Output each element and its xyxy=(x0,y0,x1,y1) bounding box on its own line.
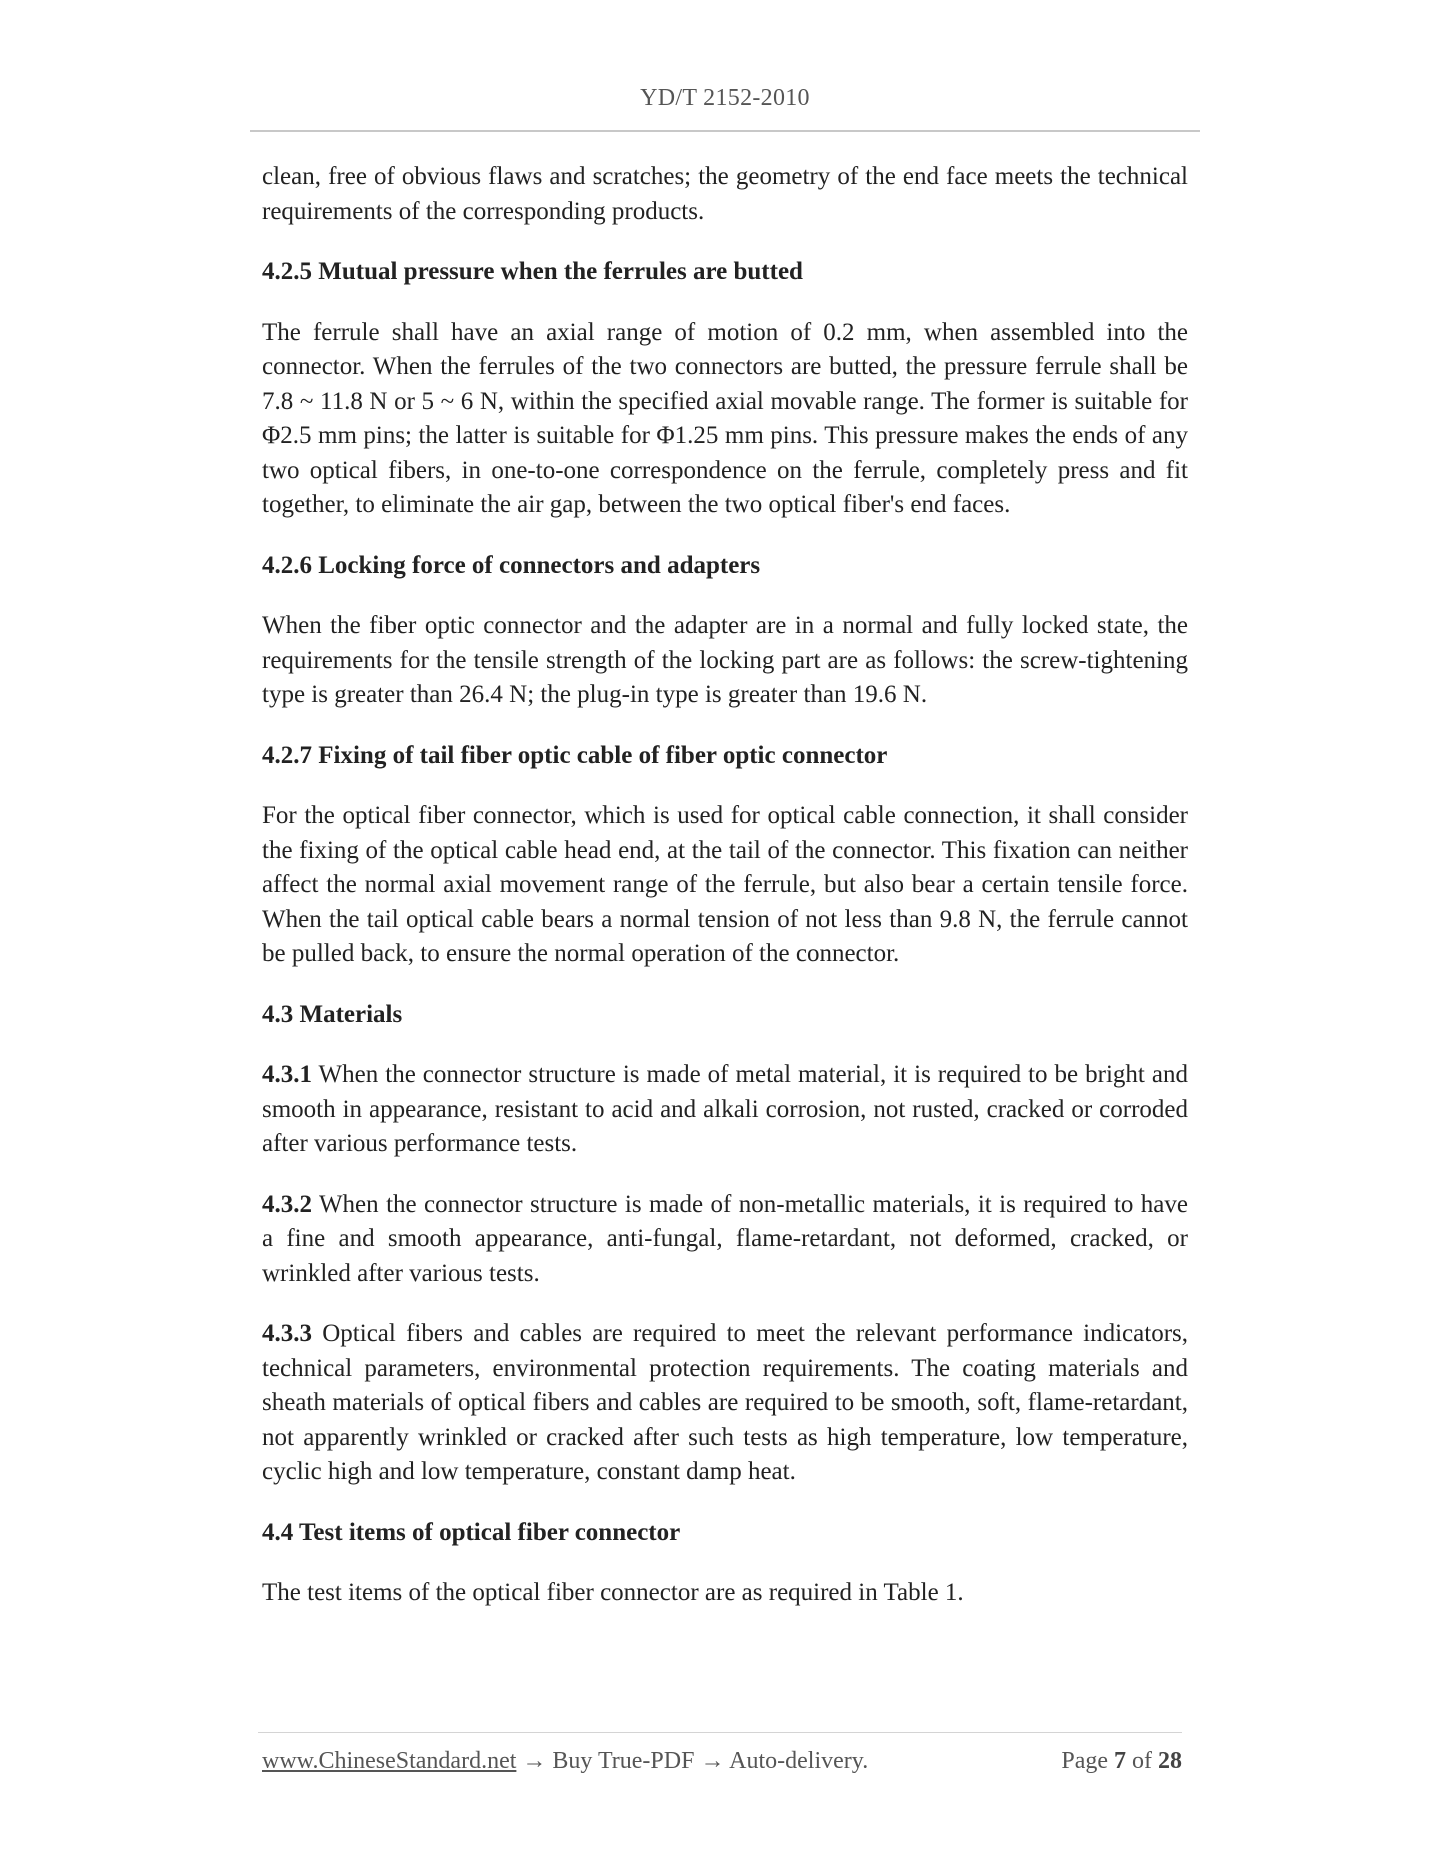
header-divider xyxy=(250,130,1200,132)
section-heading-4-3: 4.3 Materials xyxy=(262,1000,403,1028)
paragraph-4-3-3 xyxy=(262,1317,1188,1490)
current-page: 7 xyxy=(1114,1748,1126,1774)
section-heading-4-4: 4.4 Test items of optical fiber connector xyxy=(262,1518,681,1546)
chinese-standard-link[interactable]: www.ChineseStandard.net xyxy=(262,1748,517,1774)
page-header: YD/T 2152-2010 xyxy=(640,85,810,111)
document-body xyxy=(262,160,1188,1637)
clause-number-4-3-2: 4.3.2 xyxy=(262,1190,312,1218)
paragraph-4-3-1 xyxy=(262,1058,1188,1162)
section-heading-4-2-7: 4.2.7 Fixing of tail fiber optic cable of fiber optic connector xyxy=(262,741,888,769)
section-heading-4-2-5: 4.2.5 Mutual pressure when the ferrules are butted xyxy=(262,258,803,285)
buy-true-pdf-text: Buy True-PDF xyxy=(552,1748,695,1774)
clause-number-4-3-3: 4.3.3 xyxy=(262,1320,312,1347)
intro-paragraph: clean, free of obvious flaws and scratches; the geometry of the end face meets the technical requirements of the corresponding products. xyxy=(262,163,1188,225)
page-label: Page xyxy=(1061,1748,1114,1774)
clause-number-4-3-1: 4.3.1 xyxy=(262,1061,312,1088)
paragraph-4-2-7: For the optical fiber connector, which is used for optical cable connection, it shall consider the fixing of the optical cable head end, at the tail of the connector. This fixation can neither affect the normal axial movement range of the ferrule, but also bear a certain tensile force. When the tail optical cable bears a normal tension of not less than 9.8 N, the ferrule cannot be pulled back, to ensure the normal operation of the connector. xyxy=(262,802,1188,967)
paragraph-4-2-6: When the fiber optic connector and the adapter are in a normal and fully locked state, the requirements for the tensile strength of the locking part are as follows: the screw-tightening type is greater than 26.4 N; the plug-in type is greater than 19.6 N. xyxy=(262,612,1188,708)
total-pages: 28 xyxy=(1158,1748,1182,1774)
of-label: of xyxy=(1126,1748,1158,1774)
auto-delivery-text: Auto-delivery. xyxy=(729,1748,869,1774)
clause-text-4-3-2: When the connector structure is made of non-metallic materials, it is required to have a fine and smooth appearance, anti-fungal, flame-retardant, not deformed, cracked, or wrinkled after various tests. xyxy=(262,1190,1188,1287)
paragraph-4-4: The test items of the optical fiber connector are as required in Table 1. xyxy=(262,1579,964,1606)
paragraph-4-2-5: The ferrule shall have an axial range of motion of 0.2 mm, when assembled into the connector. When the ferrules of the two connectors are butted, the pressure ferrule shall be 7.8 ~ 11.8 N or 5 ~ 6 N, within the specified axial movable range. The former is suitable for Φ2.5 mm pins; the latter is suitable for Φ1.25 mm pins. This pressure makes the ends of any two optical fibers, in one-to-one correspondence on the ferrule, completely press and fit together, to eliminate the air gap, between the two optical fiber's end faces. xyxy=(262,318,1188,518)
arrow-icon: → xyxy=(694,1748,730,1774)
clause-text-4-3-3: Optical fibers and cables are required to meet the relevant performance indicators, technical parameters, environmental protection requirements. The coating materials and sheath materials of optical fibers and cables are required to be smooth, soft, flame-retardant, not apparently wrinkled or cracked after such tests as high temperature, low temperature, cyclic high and low temperature, constant damp heat. xyxy=(262,1320,1188,1485)
footer-promo xyxy=(262,1748,868,1775)
footer-divider xyxy=(258,1732,1182,1733)
section-heading-4-2-6: 4.2.6 Locking force of connectors and adapters xyxy=(262,551,761,579)
arrow-icon: → xyxy=(516,1748,553,1774)
paragraph-4-3-2 xyxy=(262,1188,1188,1292)
page-number xyxy=(1061,1748,1182,1775)
clause-text-4-3-1: When the connector structure is made of metal material, it is required to be bright and smooth in appearance, resistant to acid and alkali corrosion, not rusted, cracked or corroded after various performance tests. xyxy=(262,1061,1188,1157)
